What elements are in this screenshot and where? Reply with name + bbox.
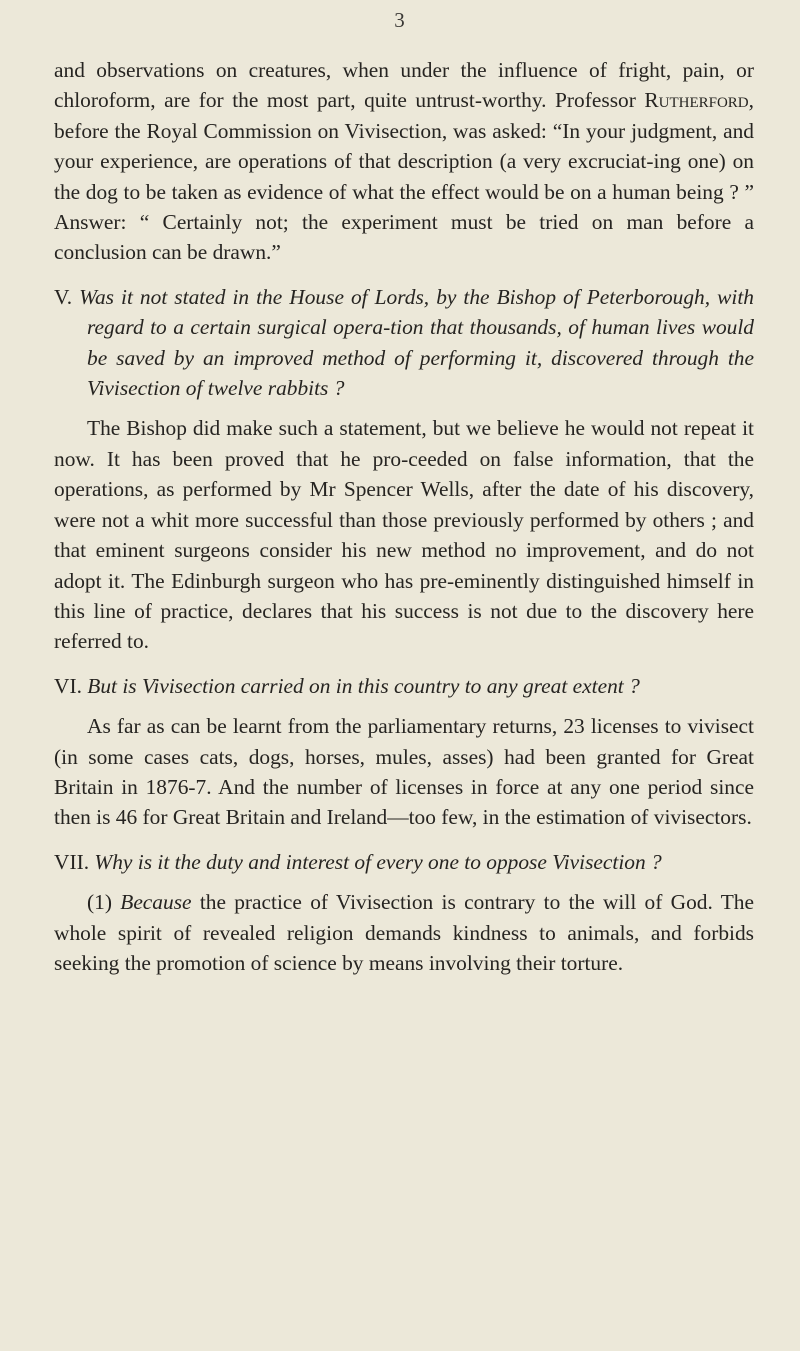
question-text: Why is it the duty and interest of every one to oppose Vivisection ? bbox=[94, 849, 662, 874]
name-rutherford: Rutherford bbox=[644, 88, 749, 113]
item-number: (1) bbox=[87, 890, 112, 915]
page-number: 3 bbox=[394, 8, 406, 32]
question-text: Was it not stated in the House of Lords, by the Bishop of Peterborough, with regard to a certain surgical opera-tion that thousands, of human lives would be saved by an improved method of performing it, discovered through the Vivisection of twelve rabbits ? bbox=[79, 284, 754, 401]
question-vii bbox=[54, 847, 754, 877]
question-text: But is Vivisection carried on in this country to any great extent ? bbox=[87, 673, 640, 698]
answer-vi: As far as can be learnt from the parliamentary returns, 23 licenses to vivisect (in some cases cats, dogs, horses, mules, asses) had been granted for Great Britain in 1876-7. And the number of licenses in force at any one period since then is 46 for Great Britain and Ireland—too few, in the estimation of vivisectors. bbox=[54, 714, 754, 830]
page-text bbox=[54, 55, 754, 978]
paragraph-text: , before the Royal Commission on Vivisection, was asked: “In your judgment, and your experience, are operations of that description (a very excruciat-ing one) on the dog to be taken as evidence of what the effect would be on a human being ? ” Answer: “ Certainly not; the experiment must be tried on man before a conclusion can be drawn.” bbox=[54, 88, 754, 265]
paragraph-text: and observations on creatures, when under the influence of fright, pain, or chloroform, are for the most part, quite untrust-worthy. Professor bbox=[54, 58, 754, 113]
paragraph-text: the practice of Vivisection is contrary to the will of God. The whole spirit of revealed religion demands kindness to animals, and forbids seeking the promotion of science by means involving their torture. bbox=[54, 890, 754, 975]
answer-vii-1 bbox=[54, 887, 754, 978]
question-vi bbox=[54, 671, 754, 701]
question-numeral: V. bbox=[54, 284, 73, 309]
question-numeral: VI. bbox=[54, 673, 82, 698]
question-numeral: VII. bbox=[54, 849, 90, 874]
answer-v: The Bishop did make such a statement, but we believe he would not repeat it now. It has been proved that he pro-ceeded on false information, that the operations, as performed by Mr Spencer Wells, after the date of his discovery, were not a whit more successful than those previously performed by others ; and that eminent surgeons consider his new method no improvement, and do not adopt it. The Edinburgh surgeon who has pre-eminently distinguished himself in this line of practice, declares that his success is not due to the discovery here referred to. bbox=[54, 416, 754, 654]
emphasis-because: Because bbox=[120, 890, 192, 915]
question-v bbox=[54, 282, 754, 404]
paragraph-continuation bbox=[54, 55, 754, 268]
